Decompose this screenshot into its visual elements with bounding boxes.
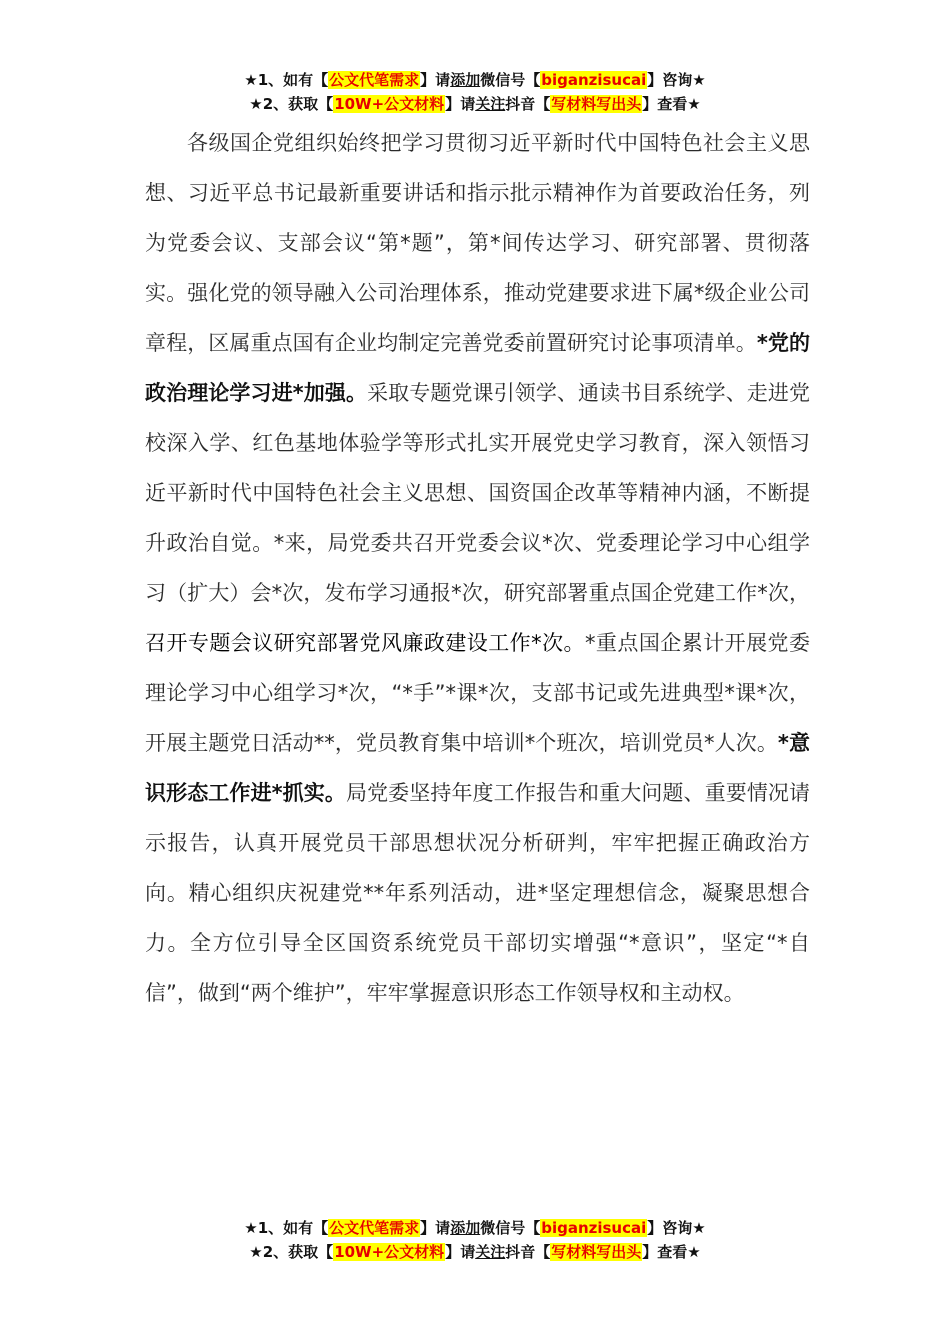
header-highlight-douyin: 写材料写出头 (551, 95, 642, 113)
header-highlight-materials: 10W+公文材料 (334, 95, 445, 113)
header-line-1 (0, 68, 950, 92)
footer-add-link[interactable]: 添加 (450, 1219, 481, 1237)
footer-highlight-service: 公文代笔需求 (329, 1219, 420, 1237)
header-line-2-mid: 】请 (445, 95, 476, 113)
header-highlight-service: 公文代笔需求 (329, 71, 420, 89)
header-line-1-mid2: 微信号【 (480, 71, 541, 89)
body-sentence-1: 各级国企党组织始终把学习贯彻习近平新时代中国特色社会主义思想、习近平总书记最新重要讲话和指示批示精神作为首要政治任务，列为党委会议、支部会议“第*题”，第*间传达学习、研究部署、贯彻落实。强化党的领导融入公司治理体系，推动党建要求进下属*级企业公司章程，区属重点国有企业均制定完善党委前置研究讨论事项清单。 (145, 131, 810, 355)
header-line-1-mid: 】请 (420, 71, 451, 89)
footer-banner (0, 1216, 950, 1264)
section-heading-ideology: *意识形态工作进*抓实。 (145, 731, 810, 805)
document-body (145, 118, 810, 1018)
footer-line-1 (0, 1216, 950, 1240)
body-sentence-5: 局党委坚持年度工作报告和重大问题、重要情况请示报告，认真开展党员干部思想状况分析研判，牢牢把握正确政治方向。精心组织庆祝建党**年系列活动，进*坚定理想信念，凝聚思想合力。全方位引导全区国资系统党员干部切实增强“*意识”，坚定“*自信”，做到“两个维护”，牢牢掌握意识形态工作领导权和主动权。 (145, 781, 811, 1005)
body-paragraph (145, 118, 810, 1018)
section-heading-political-study: *党的政治理论学习进*加强。 (145, 331, 811, 405)
footer-highlight-wechat-id: biganzisucai (541, 1219, 647, 1237)
footer-line-2-mid2: 抖音【 (505, 1243, 551, 1261)
header-line-2-mid2: 抖音【 (505, 95, 551, 113)
footer-line-1-suffix: 】咨询★ (647, 1219, 706, 1237)
footer-highlight-douyin: 写材料写出头 (551, 1243, 642, 1261)
header-line-2-suffix: 】查看★ (642, 95, 701, 113)
header-line-1-prefix: ★1、如有【 (244, 71, 329, 89)
header-line-2-prefix: ★2、获取【 (249, 95, 334, 113)
header-highlight-wechat-id: biganzisucai (541, 71, 647, 89)
footer-line-2-mid: 】请 (445, 1243, 476, 1261)
header-add-link[interactable]: 添加 (450, 71, 481, 89)
header-follow-link[interactable]: 关注 (475, 95, 506, 113)
footer-follow-link[interactable]: 关注 (475, 1243, 506, 1261)
footer-highlight-materials: 10W+公文材料 (334, 1243, 445, 1261)
header-banner (0, 68, 950, 116)
body-sentence-4: *重点国企累计开展党委理论学习中心组学习*次，“*手”*课*次，支部书记或先进典型*课*次，开展主题党日活动**，党员教育集中培训*个班次，培训党员*人次。 (145, 631, 810, 755)
body-sentence-2: 采取专题党课引领学、通读书目系统学、走进党校深入学、红色基地体验学等形式扎实开展党史学习教育，深入领悟习近平新时代中国特色社会主义思想、国资国企改革等精神内涵，不断提升政治自觉。*来，局党委共召开党委会议*次、党委理论学习中心组学习（扩大）会*次，发布学习通报*次，研究部署重点国企党建工作*次， (145, 381, 811, 605)
footer-line-2-prefix: ★2、获取【 (249, 1243, 334, 1261)
footer-line-2 (0, 1240, 950, 1264)
body-sentence-3: 召开专题会议研究部署党风廉政建设工作*次。 (145, 631, 585, 655)
footer-line-1-mid2: 微信号【 (480, 1219, 541, 1237)
footer-line-2-suffix: 】查看★ (642, 1243, 701, 1261)
header-line-1-suffix: 】咨询★ (647, 71, 706, 89)
footer-line-1-mid: 】请 (420, 1219, 451, 1237)
header-line-2 (0, 92, 950, 116)
footer-line-1-prefix: ★1、如有【 (244, 1219, 329, 1237)
